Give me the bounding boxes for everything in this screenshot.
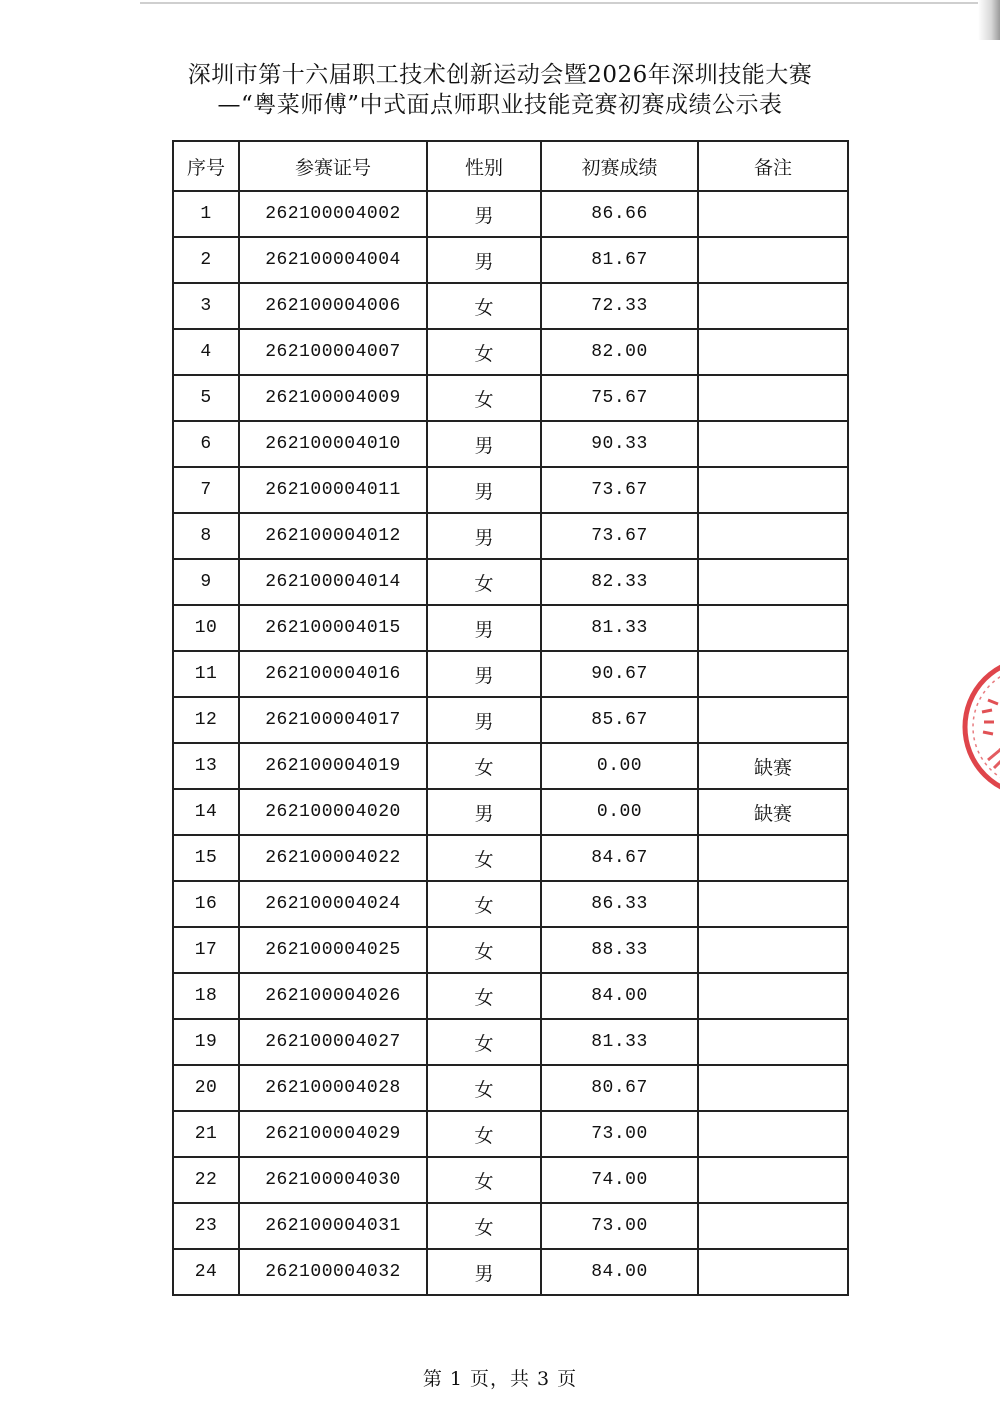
cell-score: 90.33 (541, 421, 698, 467)
cell-seq: 18 (173, 973, 239, 1019)
cell-score: 84.67 (541, 835, 698, 881)
cell-score: 82.00 (541, 329, 698, 375)
cell-gender: 男 (427, 421, 541, 467)
cell-seq: 9 (173, 559, 239, 605)
cell-seq: 17 (173, 927, 239, 973)
cell-seq: 14 (173, 789, 239, 835)
header-note: 备注 (698, 141, 848, 191)
cell-gender: 女 (427, 881, 541, 927)
cell-gender: 男 (427, 467, 541, 513)
cell-note (698, 329, 848, 375)
table-row (173, 1203, 848, 1249)
table-row (173, 1157, 848, 1203)
cell-note (698, 927, 848, 973)
cell-seq: 19 (173, 1019, 239, 1065)
cell-entry-id: 262100004006 (239, 283, 427, 329)
cell-score: 80.67 (541, 1065, 698, 1111)
cell-gender: 女 (427, 973, 541, 1019)
cell-seq: 16 (173, 881, 239, 927)
cell-gender: 男 (427, 191, 541, 237)
cell-score: 86.33 (541, 881, 698, 927)
document-title-line1: 深圳市第十六届职工技术创新运动会暨2026年深圳技能大赛 (187, 62, 813, 88)
cell-seq: 22 (173, 1157, 239, 1203)
table-row (173, 513, 848, 559)
cell-note (698, 467, 848, 513)
table-row (173, 651, 848, 697)
cell-note (698, 375, 848, 421)
cell-gender: 男 (427, 513, 541, 559)
table-row (173, 789, 848, 835)
cell-gender: 女 (427, 559, 541, 605)
table-row (173, 329, 848, 375)
cell-score: 81.33 (541, 605, 698, 651)
cell-score: 72.33 (541, 283, 698, 329)
cell-entry-id: 262100004014 (239, 559, 427, 605)
cell-score: 0.00 (541, 789, 698, 835)
cell-note (698, 881, 848, 927)
cell-note (698, 1157, 848, 1203)
cell-entry-id: 262100004011 (239, 467, 427, 513)
cell-score: 84.00 (541, 973, 698, 1019)
cell-score: 82.33 (541, 559, 698, 605)
cell-score: 73.00 (541, 1203, 698, 1249)
cell-note (698, 1249, 848, 1295)
cell-seq: 24 (173, 1249, 239, 1295)
table-row (173, 1249, 848, 1295)
cell-score: 81.67 (541, 237, 698, 283)
cell-gender: 男 (427, 651, 541, 697)
cell-note (698, 283, 848, 329)
table-row (173, 421, 848, 467)
cell-entry-id: 262100004032 (239, 1249, 427, 1295)
cell-entry-id: 262100004024 (239, 881, 427, 927)
cell-score: 88.33 (541, 927, 698, 973)
header-seq: 序号 (173, 141, 239, 191)
table-row (173, 927, 848, 973)
cell-seq: 6 (173, 421, 239, 467)
cell-gender: 女 (427, 329, 541, 375)
cell-gender: 女 (427, 283, 541, 329)
cell-score: 90.67 (541, 651, 698, 697)
document-title-line2: —“粤菜师傅”中式面点师职业技能竞赛初赛成绩公示表 (217, 92, 783, 118)
table-row (173, 743, 848, 789)
cell-entry-id: 262100004007 (239, 329, 427, 375)
table-row (173, 973, 848, 1019)
cell-score: 73.00 (541, 1111, 698, 1157)
cell-entry-id: 262100004031 (239, 1203, 427, 1249)
header-score: 初赛成绩 (541, 141, 698, 191)
cell-seq: 2 (173, 237, 239, 283)
cell-seq: 21 (173, 1111, 239, 1157)
scan-corner-shadow (978, 0, 1000, 40)
cell-entry-id: 262100004004 (239, 237, 427, 283)
table-row (173, 237, 848, 283)
cell-note (698, 835, 848, 881)
cell-entry-id: 262100004020 (239, 789, 427, 835)
cell-seq: 7 (173, 467, 239, 513)
cell-seq: 20 (173, 1065, 239, 1111)
cell-entry-id: 262100004010 (239, 421, 427, 467)
cell-entry-id: 262100004012 (239, 513, 427, 559)
cell-seq: 12 (173, 697, 239, 743)
table-row (173, 375, 848, 421)
cell-gender: 女 (427, 1019, 541, 1065)
cell-entry-id: 262100004025 (239, 927, 427, 973)
cell-gender: 女 (427, 1111, 541, 1157)
cell-gender: 男 (427, 789, 541, 835)
cell-note (698, 513, 848, 559)
cell-gender: 女 (427, 1203, 541, 1249)
table-row (173, 881, 848, 927)
cell-note (698, 605, 848, 651)
score-table (172, 140, 849, 1296)
cell-gender: 女 (427, 1157, 541, 1203)
header-entry-id: 参赛证号 (239, 141, 427, 191)
header-gender: 性别 (427, 141, 541, 191)
cell-note (698, 1019, 848, 1065)
cell-entry-id: 262100004022 (239, 835, 427, 881)
official-seal-stamp (958, 652, 1000, 802)
page-number: 第 1 页，共 3 页 (422, 1368, 578, 1390)
cell-note (698, 651, 848, 697)
table-row (173, 1065, 848, 1111)
scan-edge (140, 2, 1000, 4)
cell-score: 73.67 (541, 513, 698, 559)
cell-score: 75.67 (541, 375, 698, 421)
cell-note (698, 1065, 848, 1111)
cell-score: 84.00 (541, 1249, 698, 1295)
table-row (173, 191, 848, 237)
cell-entry-id: 262100004030 (239, 1157, 427, 1203)
cell-note: 缺赛 (698, 789, 848, 835)
cell-score: 86.66 (541, 191, 698, 237)
cell-score: 0.00 (541, 743, 698, 789)
cell-note (698, 1111, 848, 1157)
cell-note (698, 559, 848, 605)
cell-gender: 男 (427, 237, 541, 283)
cell-note (698, 973, 848, 1019)
table-row (173, 283, 848, 329)
table-row (173, 835, 848, 881)
table-row (173, 605, 848, 651)
cell-seq: 5 (173, 375, 239, 421)
table-row (173, 697, 848, 743)
cell-gender: 男 (427, 605, 541, 651)
cell-seq: 8 (173, 513, 239, 559)
cell-entry-id: 262100004026 (239, 973, 427, 1019)
cell-seq: 3 (173, 283, 239, 329)
cell-gender: 女 (427, 375, 541, 421)
cell-entry-id: 262100004029 (239, 1111, 427, 1157)
cell-note (698, 237, 848, 283)
cell-seq: 1 (173, 191, 239, 237)
cell-entry-id: 262100004028 (239, 1065, 427, 1111)
cell-entry-id: 262100004015 (239, 605, 427, 651)
cell-score: 81.33 (541, 1019, 698, 1065)
cell-entry-id: 262100004016 (239, 651, 427, 697)
table-row (173, 467, 848, 513)
cell-seq: 11 (173, 651, 239, 697)
cell-seq: 4 (173, 329, 239, 375)
cell-gender: 女 (427, 835, 541, 881)
cell-entry-id: 262100004019 (239, 743, 427, 789)
cell-entry-id: 262100004017 (239, 697, 427, 743)
cell-score: 85.67 (541, 697, 698, 743)
cell-note (698, 1203, 848, 1249)
cell-gender: 女 (427, 927, 541, 973)
cell-score: 73.67 (541, 467, 698, 513)
table-body (173, 191, 848, 1295)
cell-gender: 女 (427, 1065, 541, 1111)
cell-entry-id: 262100004002 (239, 191, 427, 237)
cell-gender: 男 (427, 697, 541, 743)
table-header-row (173, 141, 848, 191)
cell-note (698, 421, 848, 467)
cell-seq: 15 (173, 835, 239, 881)
cell-seq: 13 (173, 743, 239, 789)
cell-seq: 23 (173, 1203, 239, 1249)
cell-seq: 10 (173, 605, 239, 651)
table-row (173, 559, 848, 605)
cell-entry-id: 262100004009 (239, 375, 427, 421)
table-row (173, 1019, 848, 1065)
cell-note (698, 697, 848, 743)
cell-note (698, 191, 848, 237)
cell-gender: 男 (427, 1249, 541, 1295)
cell-gender: 女 (427, 743, 541, 789)
table-row (173, 1111, 848, 1157)
cell-note: 缺赛 (698, 743, 848, 789)
cell-entry-id: 262100004027 (239, 1019, 427, 1065)
cell-score: 74.00 (541, 1157, 698, 1203)
